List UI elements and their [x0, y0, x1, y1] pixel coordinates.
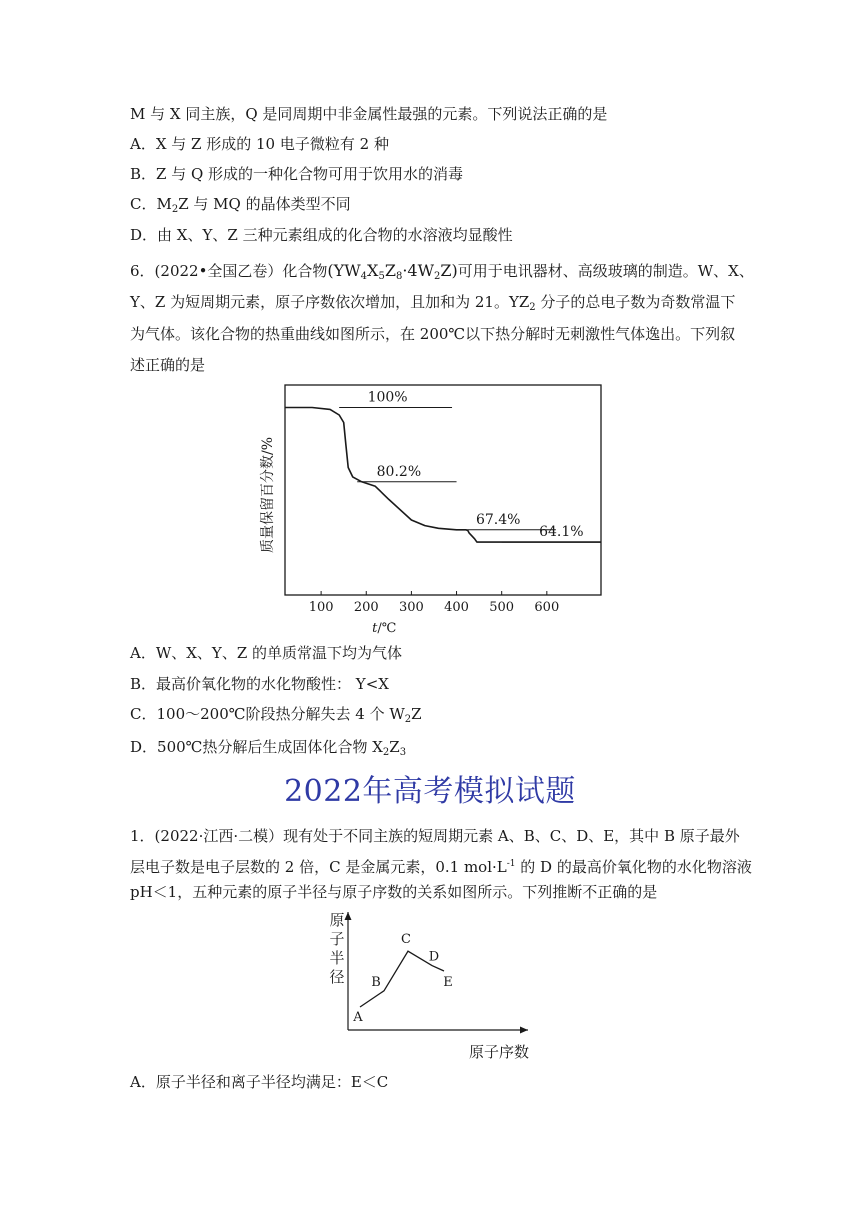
q6-option-d-text: D．500℃热分解后生成固体化合物 X: [130, 738, 383, 756]
q6-option-d-sub-2: 3: [399, 747, 407, 758]
q5-option-c-text: C．M: [130, 195, 172, 213]
x-axis-arrow: [520, 1027, 528, 1034]
q1-stem-line-3: pH＜1，五种元素的原子半径与原子序数的关系如图所示。下列推断不正确的是: [130, 883, 658, 901]
x-tick-label: 300: [398, 600, 424, 615]
q6-stem-text-2: 可用于电讯器材、高级玻璃的制造。W、X、: [457, 262, 754, 280]
point-label: C: [401, 932, 411, 948]
q6-stem-sub: 2: [529, 302, 536, 313]
q1-stem-line-2: [130, 854, 752, 877]
y-axis-label: 半: [329, 949, 345, 967]
x-axis-label: 原子序数: [468, 1043, 530, 1061]
q6-stem-line-1: [130, 261, 754, 287]
x-tick-label: 200: [353, 600, 379, 615]
q6-option-c-text: C．100～200℃阶段热分解失去 4 个 W: [130, 705, 405, 723]
q1-stem-sup: -1: [506, 859, 516, 869]
q5-option-a: A．X 与 Z 形成的 10 电子微粒有 2 种: [130, 135, 389, 153]
annotation-label: 80.2%: [376, 463, 422, 480]
q1-stem-text-2: 的 D 的最高价氧化物的水化物溶液: [515, 858, 752, 876]
q6-stem-text: 6．(2022•全国乙卷）化合物: [130, 262, 328, 280]
q6-option-d-text-2: Z: [389, 738, 400, 756]
q6-option-c-sub: 2: [404, 714, 412, 725]
y-axis-label: 质量保留百分数/%: [260, 436, 276, 554]
point-label: A: [353, 1010, 363, 1025]
q1-stem-line-1: 1．(2022·江西·二模）现有处于不同主族的短周期元素 A、B、C、D、E，其中 B 原子最外: [130, 827, 740, 845]
q5-option-d: D．由 X、Y、Z 三种元素组成的化合物的水溶液均显酸性: [130, 226, 513, 244]
x-tick-label: 100: [308, 600, 334, 615]
point-label: D: [428, 949, 440, 965]
q1-option-a: A．原子半径和离子半径均满足：E＜C: [130, 1073, 389, 1091]
q6-option-d-sub-1: 2: [382, 747, 390, 758]
q5-option-c-sub: 2: [171, 204, 179, 215]
q1-stem-text: 层电子数是电子层数的 2 倍，C 是金属元素，0.1 mol·L: [130, 858, 507, 876]
q5-intro: M 与 X 同主族，Q 是同周期中非金属性最强的元素。下列说法正确的是: [130, 105, 608, 123]
point-label: B: [371, 974, 381, 990]
x-tick-label: 600: [534, 600, 560, 615]
q6-option-c-text-2: Z: [411, 705, 422, 723]
plot-frame: [285, 385, 601, 595]
q6-option-a: A．W、X、Y、Z 的单质常温下均为气体: [130, 644, 403, 662]
series-line: [285, 408, 601, 543]
q6-stem-line-3: 为气体。该化合物的热重曲线如图所示，在 200℃以下热分解时无刺激性气体逸出。下列叙: [130, 325, 736, 343]
x-axis-label: t/℃: [372, 621, 397, 636]
q6-stem-line-4: 述正确的是: [130, 356, 206, 374]
annotation-label: 100%: [367, 389, 408, 406]
q5-option-c-text-2: Z 与 MQ 的晶体类型不同: [178, 195, 351, 213]
q6-option-c: [130, 704, 740, 730]
q5-option-c: [130, 194, 740, 220]
annotation-label: 64.1%: [539, 524, 584, 541]
y-axis-label: 子: [329, 930, 345, 948]
q6-formula: $(YW_4X_5Z_8\cdot 4W_2Z)$: [327, 261, 458, 282]
q6-option-b: B．最高价氧化物的水化物酸性： Y<X: [130, 675, 389, 693]
thermogravimetric-chart: [250, 380, 610, 640]
point-label: E: [443, 975, 453, 990]
y-axis-label: 原: [329, 911, 345, 929]
y-axis-label: 径: [329, 968, 345, 986]
q6-stem-text-3: Y、Z 为短周期元素，原子序数依次增加，且加和为 21。YZ: [130, 293, 530, 311]
q6-option-d: [130, 737, 740, 763]
annotation-label: 67.4%: [475, 511, 521, 528]
x-tick-label: 400: [444, 600, 469, 615]
q5-option-b: B．Z 与 Q 形成的一种化合物可用于饮用水的消毒: [130, 165, 464, 183]
section-heading: 2022年高考模拟试题: [284, 774, 576, 809]
q6-stem-text-4: 分子的总电子数为奇数常温下: [535, 293, 736, 311]
atomic-radius-chart: [320, 905, 550, 1065]
x-tick-label: 500: [489, 600, 515, 615]
y-axis-arrow: [345, 912, 352, 920]
q6-stem-line-2: [130, 292, 740, 318]
